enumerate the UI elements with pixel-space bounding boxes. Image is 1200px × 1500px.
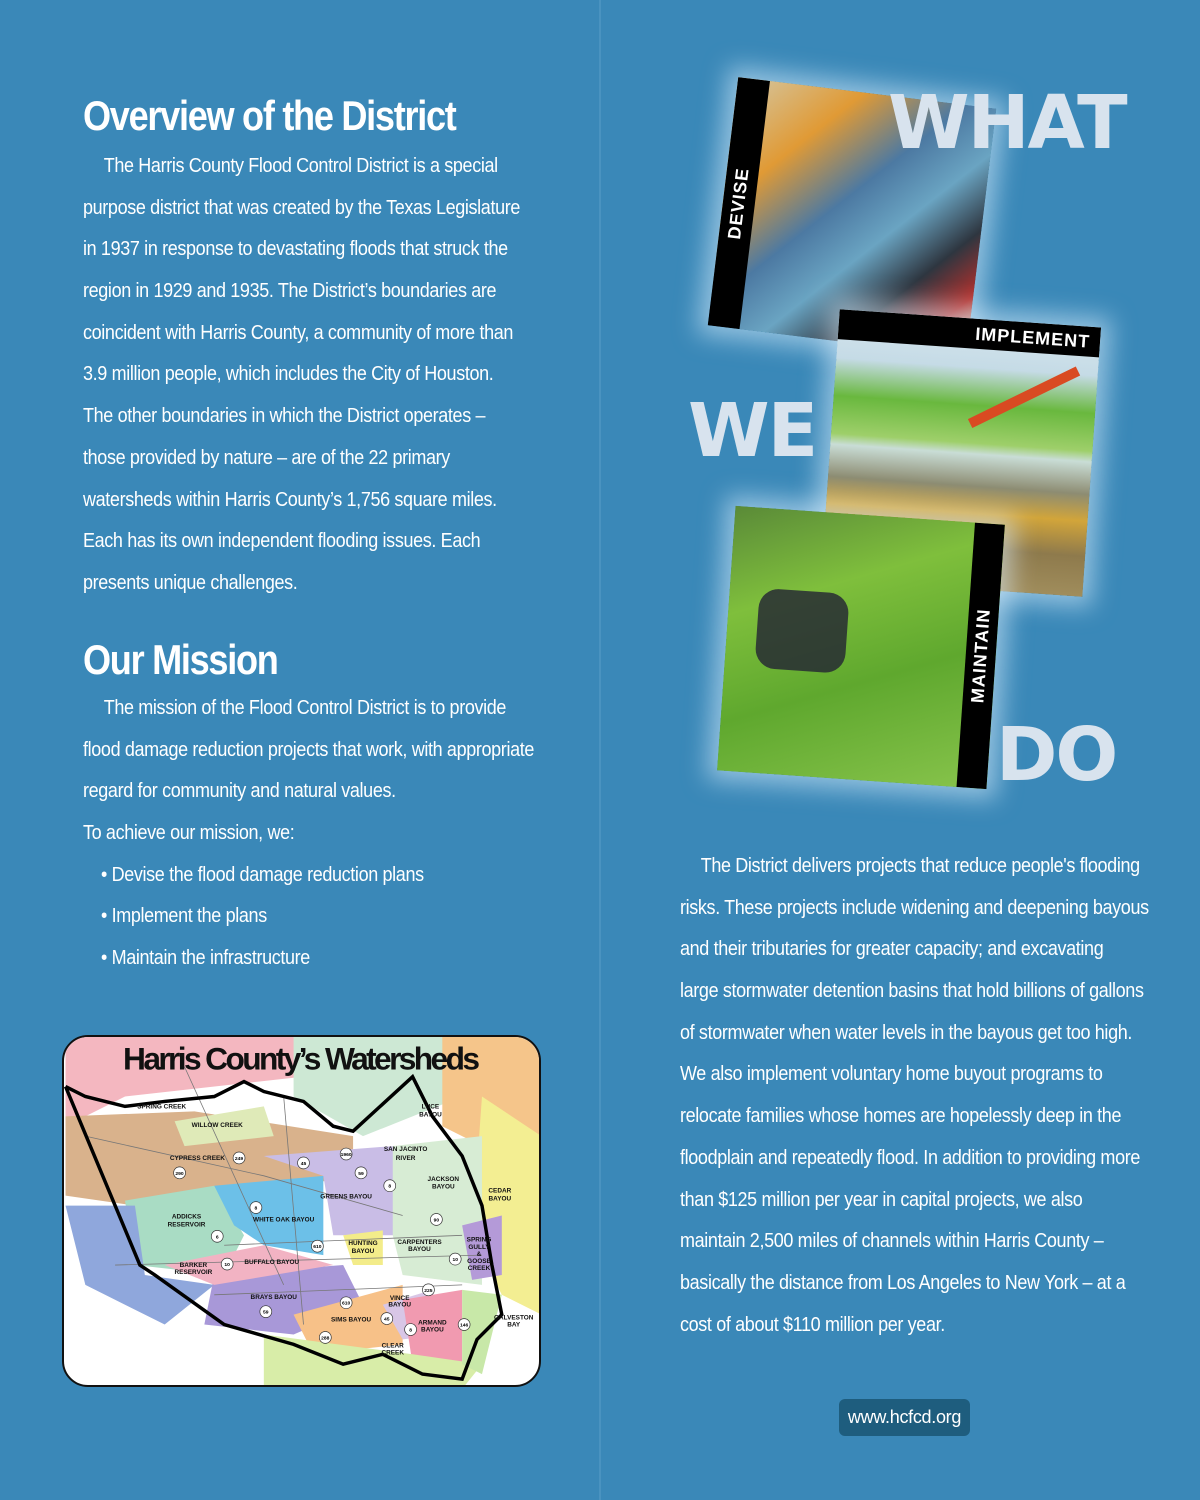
watershed-label: RIVER xyxy=(395,1154,416,1162)
mission-bullet: • Implement the plans xyxy=(101,905,267,928)
delivers-body xyxy=(680,846,1149,1346)
highway-shield xyxy=(250,1202,262,1214)
watershed-label: GOOSE xyxy=(467,1258,491,1266)
headline-what: WHAT xyxy=(888,80,1126,166)
watershed-label: GREENS BAYOU xyxy=(320,1193,372,1201)
text-line: those provided by nature – are of the 22 primary xyxy=(83,446,450,469)
text-line: purpose district that was created by the Texas Legislature xyxy=(83,196,521,219)
maintain-label: MAINTAIN xyxy=(966,607,994,704)
highway-shield xyxy=(384,1180,396,1192)
devise-label: DEVISE xyxy=(724,166,753,241)
highway-shield xyxy=(319,1331,331,1343)
shield-number: 288 xyxy=(321,1336,330,1342)
highway-shield xyxy=(311,1240,323,1252)
watershed-label: ARMAND xyxy=(418,1319,447,1327)
shield-number: 249 xyxy=(234,1156,244,1162)
shield-number: 45 xyxy=(300,1161,307,1167)
text-line: risks. These projects include widening and deepening bayous xyxy=(680,896,1149,919)
shield-number: 290 xyxy=(175,1171,184,1177)
highway-shield xyxy=(458,1319,470,1331)
highway-shield xyxy=(422,1284,434,1296)
watershed-label: & xyxy=(476,1251,482,1259)
mission-bullet: • Maintain the infrastructure xyxy=(101,947,310,970)
text-line: than $125 million per year in capital projects, we also xyxy=(680,1188,1083,1211)
text-line: The mission of the Flood Control District is to provide xyxy=(103,697,507,719)
text-line: floodplain and repeatedly flood. In addition to providing more xyxy=(680,1146,1141,1169)
headline-we: WE xyxy=(688,388,817,474)
shield-number: 6 xyxy=(215,1235,219,1241)
shield-number: 8 xyxy=(409,1328,412,1334)
watershed-label: BAYOU xyxy=(431,1183,455,1191)
shield-number: 90 xyxy=(433,1218,440,1224)
text-line: 3.9 million people, which includes the City of Houston. xyxy=(83,363,494,386)
watershed-label: SAN JACINTO xyxy=(383,1146,428,1154)
watershed-label: BRAYS BAYOU xyxy=(250,1293,297,1301)
watershed-label: SPRING CREEK xyxy=(137,1103,187,1111)
shield-number: 1960 xyxy=(340,1152,352,1158)
shield-number: 59 xyxy=(358,1171,364,1177)
watershed-label: CREEK xyxy=(467,1265,491,1273)
text-line: of stormwater when water levels in the bayous get too high. xyxy=(680,1021,1133,1044)
text-line: relocate families whose homes are hopelessly deep in the xyxy=(680,1105,1122,1128)
text-line: flood damage reduction projects that work, with appropriate xyxy=(83,738,535,761)
highway-shield xyxy=(405,1324,417,1336)
text-line: Each has its own independent flooding issues. Each xyxy=(83,530,481,553)
highway-shield xyxy=(221,1258,233,1270)
highway-shield xyxy=(211,1230,223,1242)
shield-number: 45 xyxy=(384,1317,390,1323)
watershed-label: VINCE xyxy=(389,1294,410,1302)
overview-title: Overview of the District xyxy=(83,92,456,139)
watershed-label: CLEAR xyxy=(381,1342,404,1350)
watershed-label: LUCE xyxy=(421,1103,440,1111)
watershed-label: ADDICKS xyxy=(171,1213,202,1221)
implement-label: IMPLEMENT xyxy=(974,323,1091,352)
shield-number: 59 xyxy=(263,1310,269,1316)
watershed-label: BAYOU xyxy=(421,1326,444,1334)
text-line: presents unique challenges. xyxy=(83,571,298,594)
text-line: maintain 2,500 miles of channels within Harris County – xyxy=(680,1230,1104,1253)
watershed-label: GULLY xyxy=(468,1244,490,1252)
shield-number: 8 xyxy=(388,1184,392,1190)
text-line: region in 1929 and 1935. The District’s boundaries are xyxy=(83,280,497,303)
text-line: The District delivers projects that reduce people's flooding xyxy=(700,855,1140,877)
shield-number: 146 xyxy=(460,1323,469,1329)
overview-body xyxy=(83,146,520,605)
text-line: We also implement voluntary home buyout programs to xyxy=(680,1063,1103,1086)
highway-shield xyxy=(381,1313,393,1325)
excavator-arm xyxy=(968,366,1080,428)
text-line: regard for community and natural values. xyxy=(83,780,396,803)
watershed-label: SIMS BAYOU xyxy=(331,1316,372,1324)
watershed-label: HUNTING xyxy=(348,1240,378,1248)
watershed-label: RESERVOIR xyxy=(167,1221,206,1229)
watershed-label: RESERVOIR xyxy=(174,1268,213,1276)
watershed-label: JACKSON xyxy=(427,1175,460,1183)
text-line: basically the distance from Los Angeles to New York – at a xyxy=(680,1271,1126,1294)
shield-number: 8 xyxy=(254,1206,258,1212)
watershed-label: SPRING xyxy=(466,1236,492,1244)
map-title: Harris County’s Watersheds xyxy=(123,1040,480,1077)
watershed-label: BAYOU xyxy=(419,1111,442,1119)
text-line: coincident with Harris County, a community of more than xyxy=(83,321,514,344)
watershed-label: BARKER xyxy=(179,1262,208,1270)
shield-number: 225 xyxy=(424,1288,433,1294)
watershed-label: BAY xyxy=(507,1321,521,1329)
shield-number: 10 xyxy=(224,1263,230,1269)
text-line: The other boundaries in which the District operates – xyxy=(83,405,486,428)
watershed-label: CREEK xyxy=(381,1349,405,1357)
watershed-label: BAYOU xyxy=(488,1195,512,1203)
text-line: large stormwater detention basins that hold billions of gallons xyxy=(680,980,1144,1003)
text-line: To achieve our mission, we: xyxy=(83,822,295,845)
watershed-label: CARPENTERS xyxy=(397,1239,442,1247)
mission-bullet: • Devise the flood damage reduction plans xyxy=(101,863,424,886)
highway-shield xyxy=(449,1253,461,1265)
website-link[interactable]: www.hcfcd.org xyxy=(839,1399,970,1436)
watershed-label: BAYOU xyxy=(388,1301,412,1309)
watersheds-map xyxy=(62,1035,541,1387)
column-divider xyxy=(599,0,601,1500)
watershed-label: GALVESTON xyxy=(493,1314,534,1322)
tractor xyxy=(754,588,849,674)
watershed-label: CYPRESS CREEK xyxy=(169,1154,225,1162)
headline-do: DO xyxy=(996,712,1117,798)
watershed-label: BUFFALO BAYOU xyxy=(244,1259,300,1267)
highway-shield xyxy=(340,1148,352,1160)
watershed-label: BAYOU xyxy=(408,1246,431,1254)
text-line: cost of about $110 million per year. xyxy=(680,1313,945,1336)
mission-body xyxy=(83,688,534,980)
maintain-photo xyxy=(717,506,1005,789)
shield-number: 610 xyxy=(342,1301,351,1307)
shield-number: 610 xyxy=(313,1245,322,1251)
watershed-label: WHITE OAK BAYOU xyxy=(253,1216,315,1224)
mission-title: Our Mission xyxy=(83,636,278,683)
text-line: watersheds within Harris County’s 1,756 square miles. xyxy=(83,488,497,511)
highway-shield xyxy=(430,1213,442,1225)
highway-shield xyxy=(340,1297,352,1309)
text-line: The Harris County Flood Control District is a special xyxy=(103,155,498,177)
highway-shield xyxy=(174,1167,186,1179)
watershed-label: WILLOW CREEK xyxy=(191,1122,243,1130)
watershed-label: BAYOU xyxy=(351,1248,375,1256)
text-line: in 1937 in response to devastating floods that struck the xyxy=(83,238,508,261)
highway-shield xyxy=(260,1306,272,1318)
text-line: and their tributaries for greater capacity; and excavating xyxy=(680,938,1104,961)
shield-number: 10 xyxy=(452,1258,458,1264)
highway-shield xyxy=(233,1152,245,1164)
highway-shield xyxy=(298,1157,310,1169)
watershed-label: CEDAR xyxy=(488,1187,512,1195)
highway-shield xyxy=(355,1167,367,1179)
